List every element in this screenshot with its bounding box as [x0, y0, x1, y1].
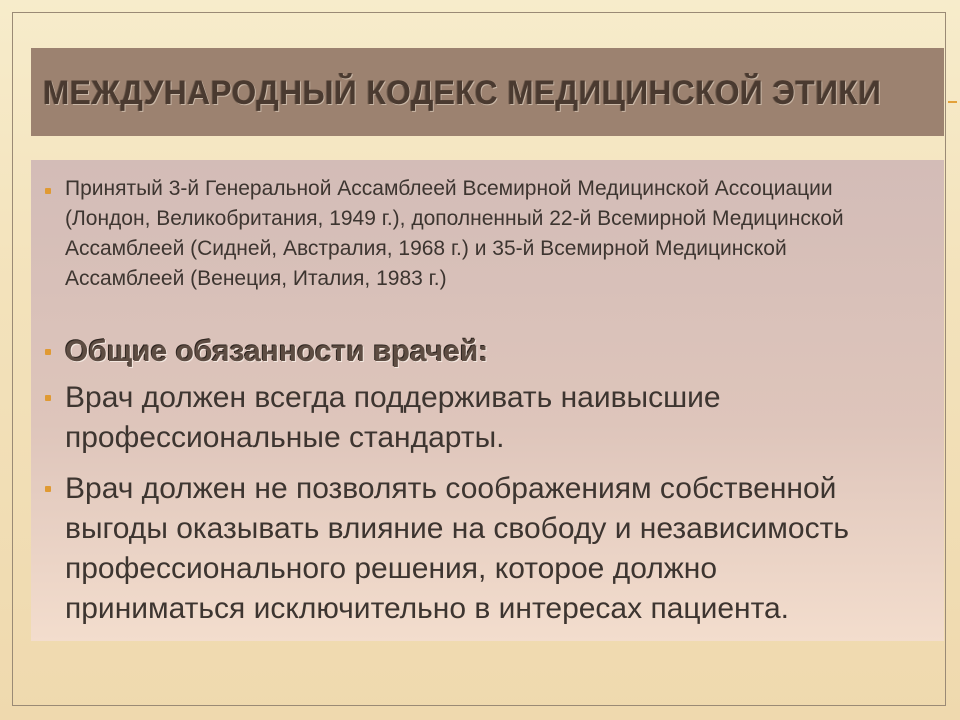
content-panel	[31, 160, 944, 641]
text-line: выгоды оказывать влияние на свободу и независимость	[65, 512, 849, 545]
text-line: профессиональные стандарты.	[65, 421, 505, 454]
text-line: Принятый 3-й Генеральной Ассамблеей Всемирной Медицинской Ассоциации	[65, 177, 833, 200]
title-bar	[31, 48, 944, 136]
text-line: приниматься исключительно в интересах пациента.	[65, 592, 789, 625]
text-line: Врач должен всегда поддерживать наивысшие	[65, 381, 721, 414]
text-line: Ассамблеей (Венеция, Италия, 1983 г.)	[65, 267, 447, 290]
text-line: Общие обязанности врачей:	[65, 335, 489, 368]
text-line: (Лондон, Великобритания, 1949 г.), дополненный 22-й Всемирной Медицинской	[65, 207, 844, 230]
section-heading	[65, 332, 488, 372]
slide-title: МЕЖДУНАРОДНЫЙ КОДЕКС МЕДИЦИНСКОЙ ЭТИКИ	[43, 74, 882, 112]
bullet-icon	[45, 395, 51, 401]
bullet-icon	[45, 486, 51, 492]
bullet-icon	[45, 188, 51, 194]
text-line: Ассамблеей (Сидней, Австралия, 1968 г.) и 35-й Всемирной Медицинской	[65, 237, 787, 260]
bullet-text-independence	[65, 469, 849, 629]
bullet-text-adoption	[65, 174, 844, 294]
text-line: Врач должен не позволять соображениям собственной	[65, 472, 837, 505]
bullet-icon	[45, 349, 51, 355]
text-line: профессионального решения, которое должно	[65, 552, 718, 585]
accent-mark	[948, 101, 957, 103]
bullet-text-standards	[65, 378, 721, 458]
